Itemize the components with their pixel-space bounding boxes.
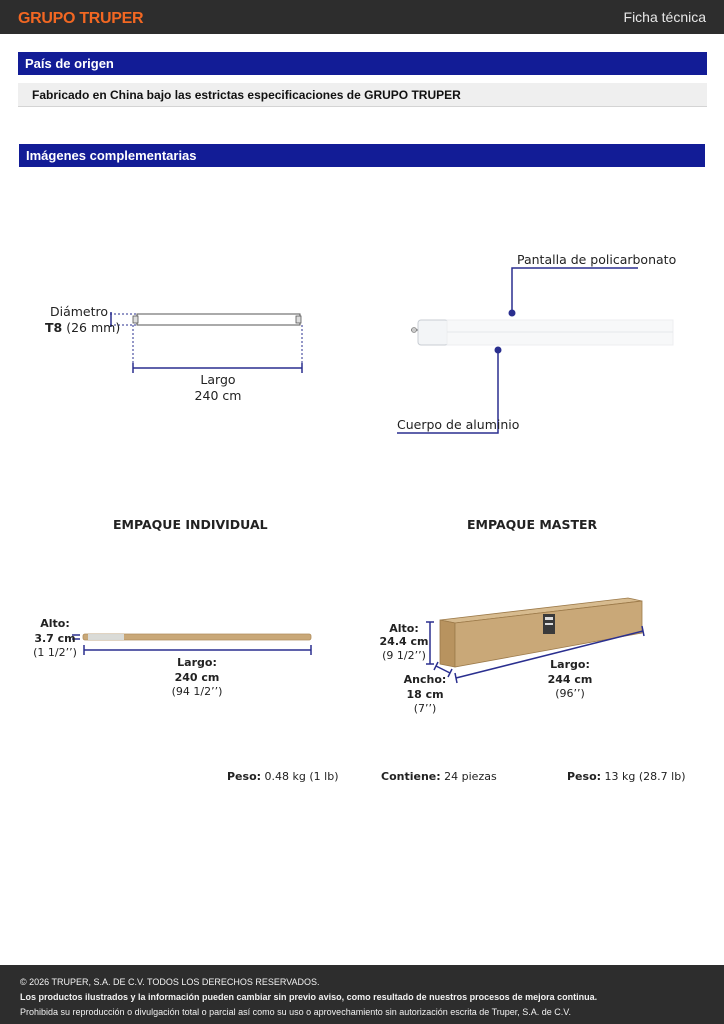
individual-length-label: Largo: (177, 656, 217, 669)
master-contents: Contiene: 24 piezas (381, 770, 497, 783)
screen-label: Pantalla de policarbonato (517, 252, 677, 267)
individual-weight: Peso: 0.48 kg (1 lb) (227, 770, 339, 783)
individual-height-value: 3.7 cm (34, 632, 76, 645)
individual-length-inches: (94 1/2’’) (171, 685, 223, 698)
diameter-value: (26 mm) (66, 320, 121, 335)
section-title-images: Imágenes complementarias (19, 144, 705, 167)
section-title-origin: País de origen (18, 52, 707, 75)
individual-package-heading: EMPAQUE INDIVIDUAL (113, 517, 268, 532)
footer-notice: Los productos ilustrados y la información pueden cambiar sin previo aviso, como resultado de nuestros procesos de mejora continua. (20, 992, 598, 1002)
master-height-value: 24.4 cm (379, 635, 429, 648)
master-width-inches: (7’’) (413, 702, 437, 715)
body-label: Cuerpo de aluminio (397, 417, 520, 432)
brand-logo: GRUPO TRUPER (18, 10, 144, 27)
individual-height-label: Alto: (40, 617, 70, 630)
master-width-value: 18 cm (406, 688, 444, 701)
individual-height-inches: (1 1/2’’) (33, 646, 77, 659)
length-label: Largo (200, 372, 236, 387)
document-type: Ficha técnica (623, 9, 706, 25)
master-weight: Peso: 13 kg (28.7 lb) (567, 770, 686, 783)
footer-prohibition: Prohibida su reproducción o divulgación total o parcial así como su uso o aprovechamiento sin autorización escrita de Truper, S.A. de C.V. (20, 1007, 571, 1017)
diameter-label: Diámetro (50, 304, 109, 319)
master-length-label: Largo: (550, 658, 590, 671)
master-height-inches: (9 1/2’’) (382, 649, 426, 662)
master-length-value: 244 cm (547, 673, 593, 686)
master-width-label: Ancho: (403, 673, 447, 686)
origin-text: Fabricado en China bajo las estrictas especificaciones de GRUPO TRUPER (18, 83, 707, 107)
master-height-label: Alto: (389, 622, 419, 635)
footer-copyright: © 2026 TRUPER, S.A. DE C.V. TODOS LOS DERECHOS RESERVADOS. (20, 977, 320, 987)
master-package-heading: EMPAQUE MASTER (467, 517, 598, 532)
individual-length-value: 240 cm (174, 671, 220, 684)
diameter-type: T8 (45, 320, 63, 335)
length-value: 240 cm (194, 388, 242, 403)
footer (0, 965, 724, 1024)
master-length-inches: (96’’) (555, 687, 585, 700)
